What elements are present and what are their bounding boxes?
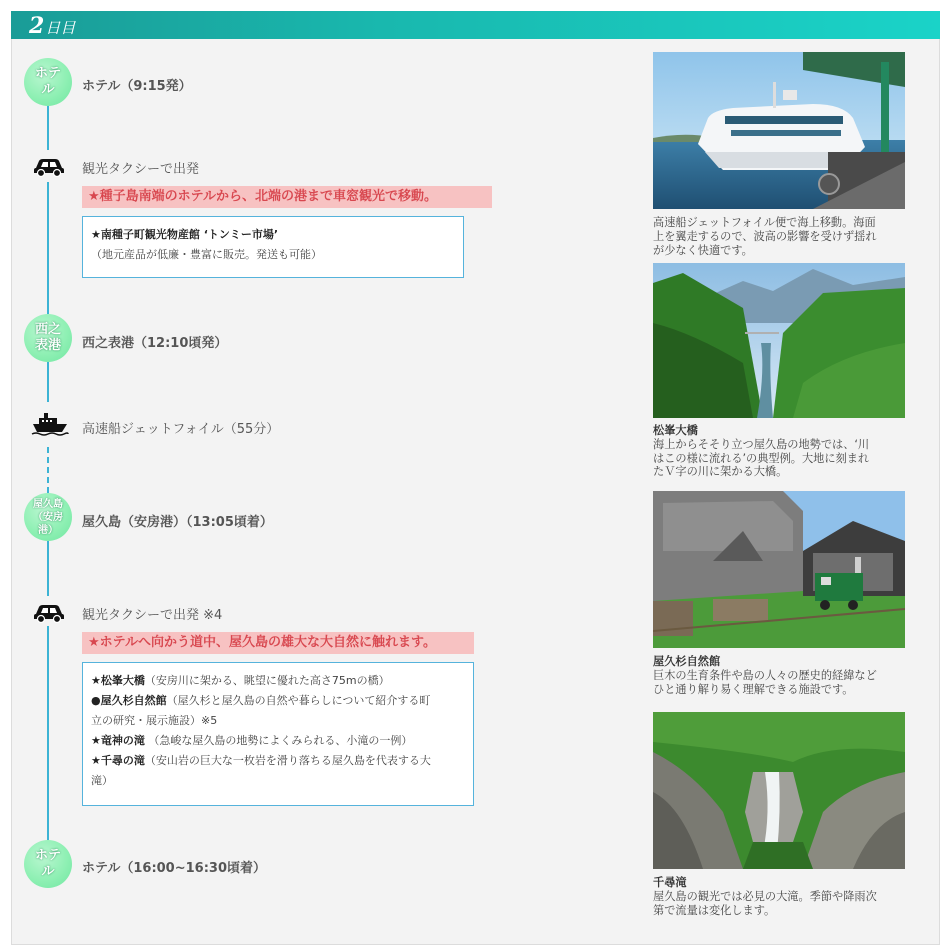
- caption-line: 上を翼走するので、波高の影響を受けず揺れ: [653, 229, 877, 243]
- caption-line: 海上からそそり立つ屋久島の地勢では、‘川: [653, 437, 870, 451]
- badge-line: 表港: [34, 338, 61, 353]
- caption-title: 松峯大橋: [653, 424, 698, 437]
- badge-line: ル: [41, 82, 55, 97]
- jetfoil-photo: [653, 52, 905, 209]
- day-unit: 日目: [45, 19, 76, 37]
- spot-description: （地元産品が低廉・豊富に販売。発送も可能）: [91, 248, 322, 261]
- car-icon: [32, 153, 66, 177]
- move-taxi-text: 観光タクシーで出発 ※4: [82, 608, 223, 623]
- caption-line: 巨木の生育条件や島の人々の歴史的経緯など: [653, 668, 877, 682]
- timeline-line: [47, 362, 49, 402]
- caption-line: ひと通り解り易く理解できる施設です。: [653, 682, 854, 696]
- museum-photo: [653, 491, 905, 648]
- spot-title: ★竜神の滝: [91, 734, 145, 747]
- spot-description: （安房川に架かる、眺望に優れた高さ75mの橋）: [144, 674, 390, 687]
- highlight-banner: ★ホテルへ向かう道中、屋久島の雄大な大自然に触れます。: [82, 632, 474, 654]
- stop-badge-port: [24, 314, 72, 362]
- stop-badge-yakushima: [24, 493, 72, 541]
- day-title: [29, 13, 75, 39]
- badge-line: ル: [41, 864, 55, 879]
- waterfall-photo: [653, 712, 905, 869]
- car-icon: [32, 599, 66, 623]
- spot-title: ★松峯大橋: [91, 674, 145, 687]
- move-taxi-text: 観光タクシーで出発: [82, 162, 200, 177]
- jetfoil-caption: [653, 216, 908, 257]
- spot-description: 滝）: [91, 774, 113, 787]
- badge-line: ホテ: [34, 848, 61, 863]
- highlight-banner: ★種子島南端のホテルから、北端の港まで車窓観光で移動。: [82, 186, 492, 208]
- spot-title: ●屋久杉自然館: [91, 694, 167, 707]
- ship-icon: [31, 410, 69, 436]
- spot-title: ★南種子町観光物産館 ‘トンミー市場’: [91, 228, 279, 241]
- spot-description: （屋久杉と屋久島の自然や暮らしについて紹介する町: [166, 694, 431, 707]
- caption-line: 高速船ジェットフォイル便で海上移動。海面: [653, 216, 876, 229]
- badge-line: ホテ: [34, 66, 61, 81]
- stop-badge-hotel: [24, 840, 72, 888]
- valley-photo: [653, 263, 905, 418]
- caption-title: 屋久杉自然館: [653, 655, 721, 668]
- day-number: 2: [29, 13, 45, 39]
- badge-line: 西之: [34, 322, 61, 337]
- move-ferry-text: 高速船ジェットフォイル（55分）: [82, 422, 280, 437]
- waterfall-caption: [653, 876, 908, 917]
- timeline-line: [47, 541, 49, 596]
- badge-line: （安房港）: [33, 511, 63, 536]
- timeline-line: [47, 626, 49, 840]
- day-header: [11, 11, 940, 39]
- stop-nishinoomote-departure: 西之表港（12:10頃発）: [82, 336, 228, 351]
- bridge-caption: [653, 424, 908, 479]
- timeline-line: [47, 182, 49, 314]
- stop-yakushima-arrival: 屋久島（安房港）（13:05頃着）: [82, 515, 273, 530]
- caption-line: が少なく快適です。: [653, 243, 753, 257]
- caption-line: はこの様に流れる’の典型例。大地に刻まれ: [653, 451, 870, 465]
- museum-caption: [653, 655, 908, 696]
- timeline-line: [47, 104, 49, 150]
- stop-hotel-departure: ホテル（9:15発）: [82, 79, 192, 94]
- spot-description: 立の研究・展示施設）※5: [91, 714, 218, 727]
- caption-line: 第で流量は変化します。: [653, 903, 776, 917]
- caption-line: たＶ字の川に架かる大橋。: [653, 465, 788, 479]
- caption-line: 屋久島の観光では必見の大滝。季節や降雨次: [653, 889, 877, 903]
- sightseeing-box: [82, 662, 474, 806]
- spot-description: （安山岩の巨大な一枚岩を滑り落ちる屋久島を代表する大: [144, 754, 431, 767]
- stop-hotel-arrival: ホテル（16:00~16:30頃着）: [82, 861, 267, 876]
- spot-description: （急峻な屋久島の地勢によくみられる、小滝の一例）: [148, 734, 413, 747]
- sightseeing-box: [82, 216, 464, 278]
- stop-badge-hotel: [24, 58, 72, 106]
- timeline-line-dashed: [47, 447, 49, 493]
- caption-title: 千尋滝: [653, 876, 687, 889]
- badge-line: 屋久島: [33, 498, 63, 510]
- spot-title: ★千尋の滝: [91, 754, 145, 767]
